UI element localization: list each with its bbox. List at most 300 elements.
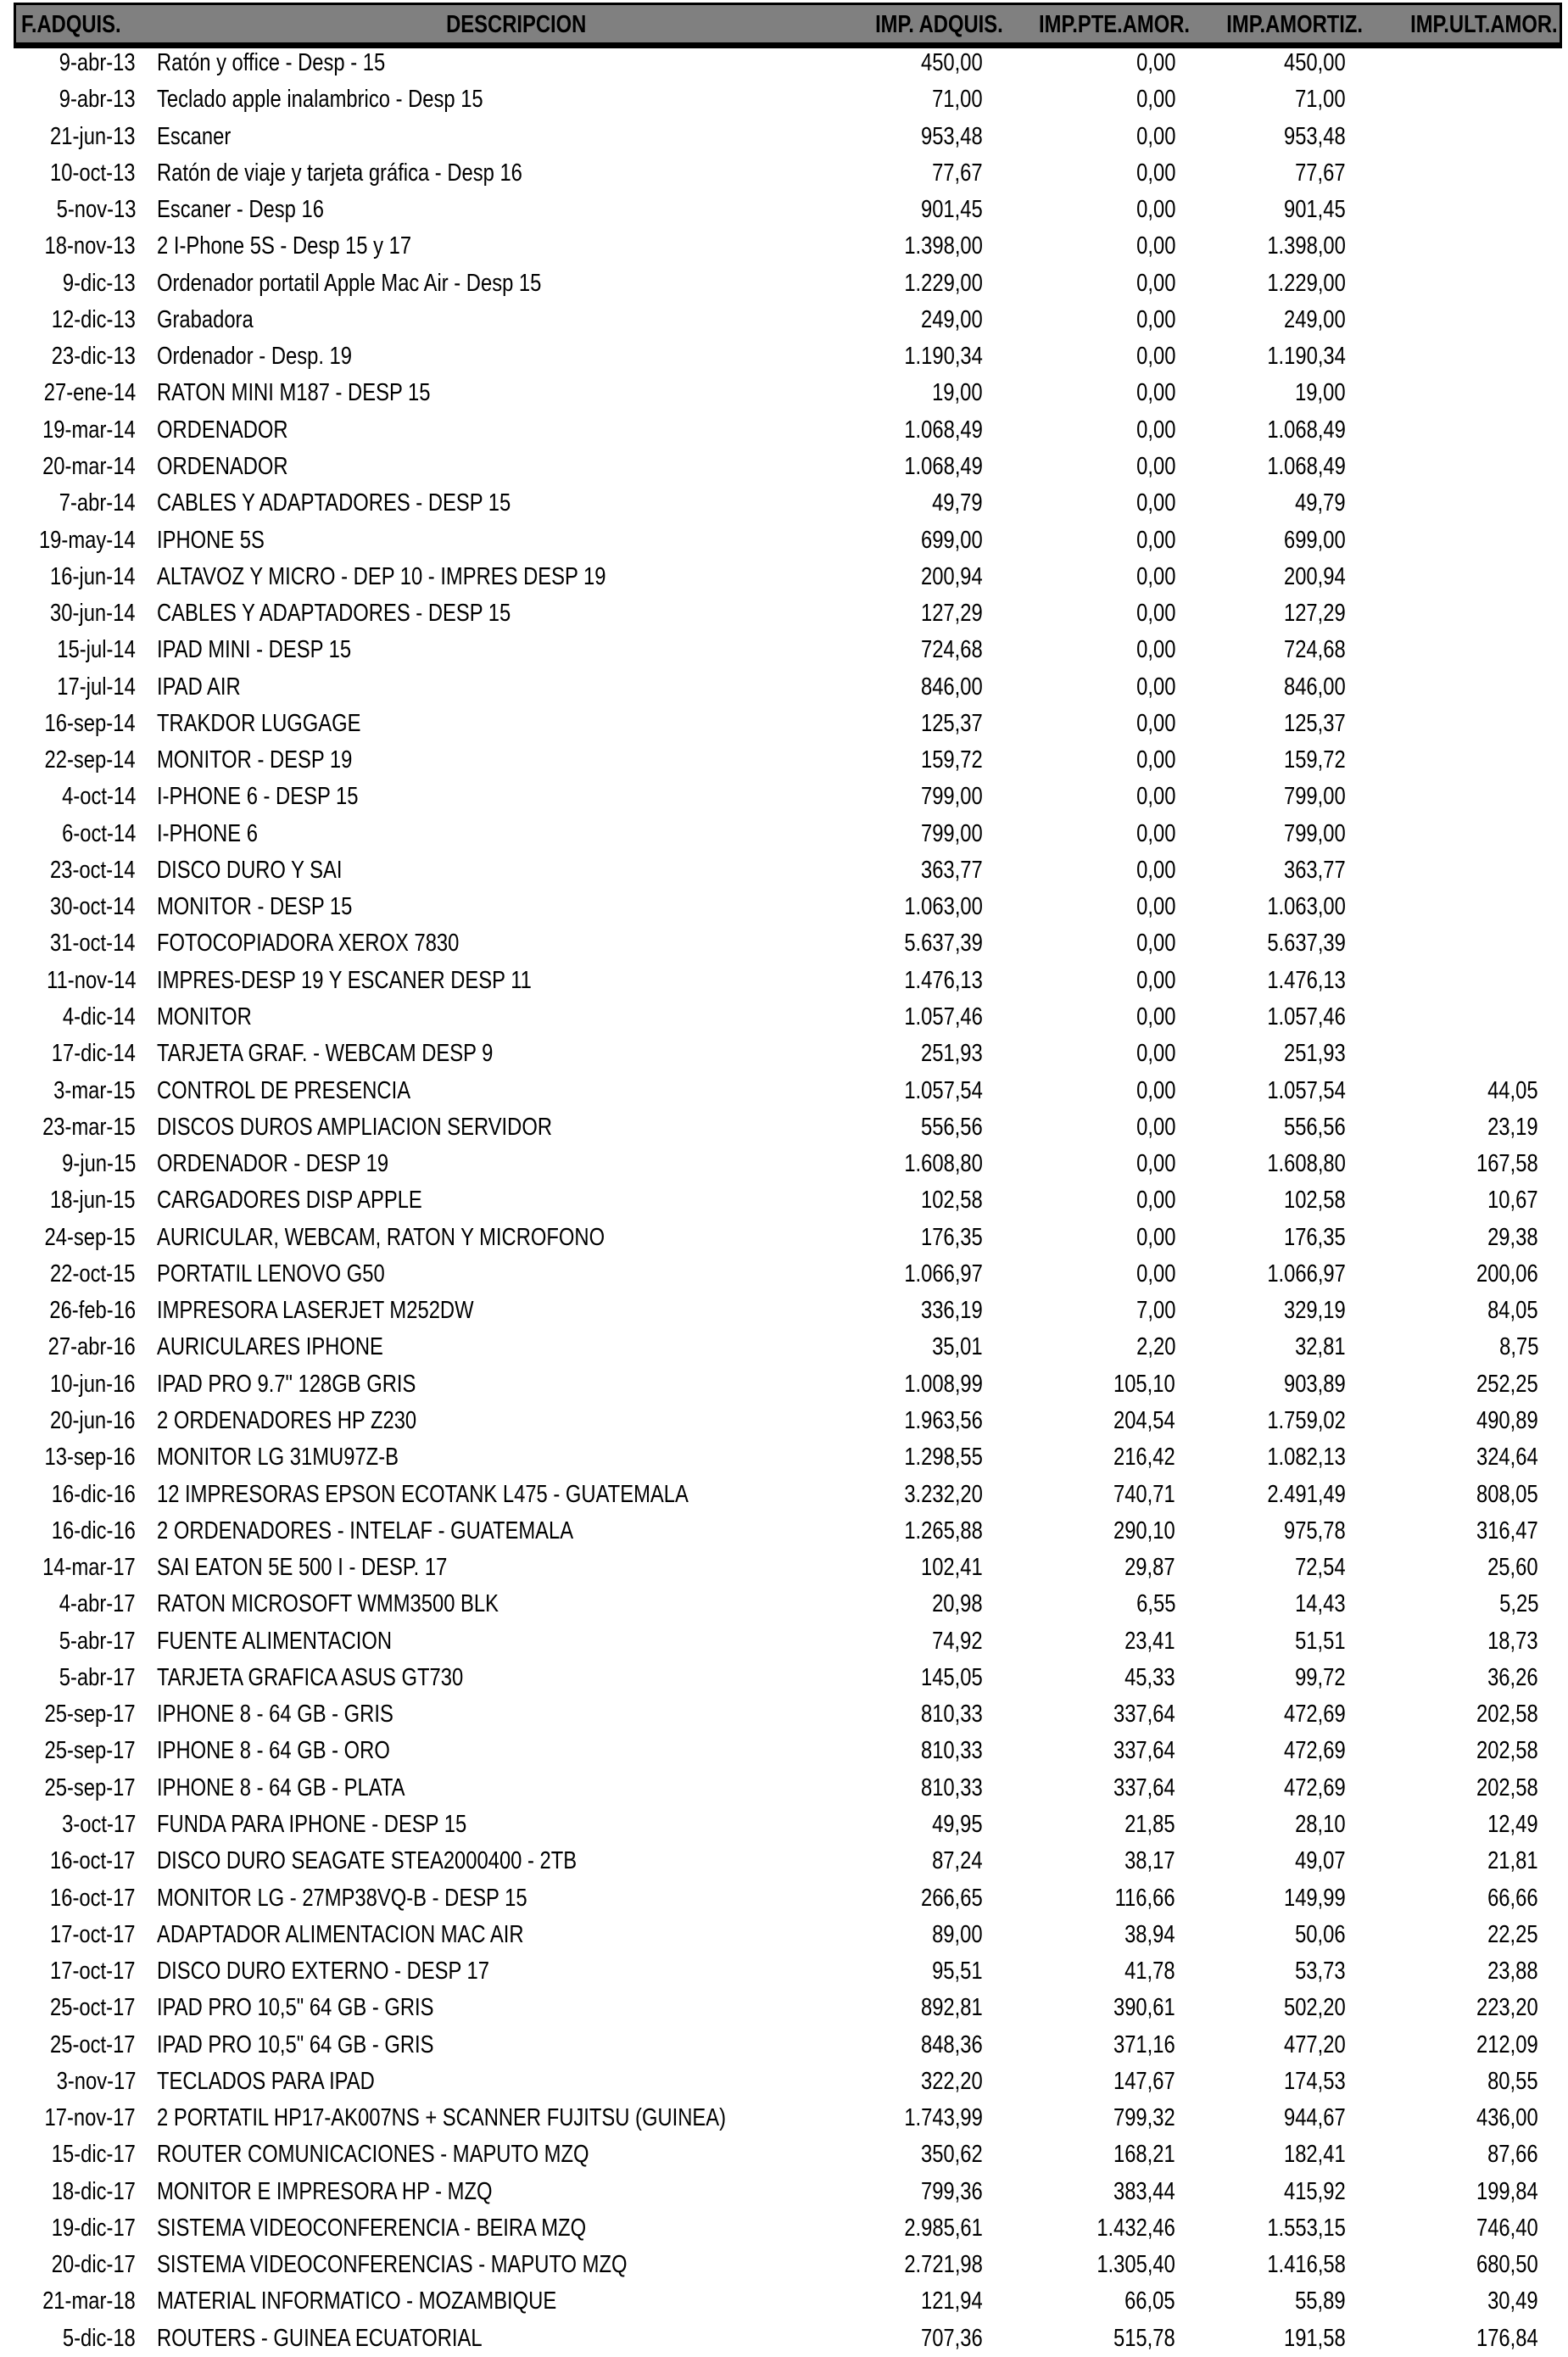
imp-ult-amor-cell-text: 23,19 [1487, 1113, 1538, 1141]
date-cell [31, 1917, 136, 1953]
imp-ult-amor-cell [1463, 1403, 1538, 1439]
imp-adquis-cell [887, 963, 983, 999]
date-cell-text: 18-nov-13 [44, 232, 136, 260]
imp-pte-amor-cell-text: 0,00 [1136, 562, 1175, 590]
description-cell [157, 595, 589, 632]
imp-pte-amor-cell [1100, 1990, 1175, 2026]
imp-pte-amor-cell-text: 1.305,40 [1096, 2251, 1175, 2279]
date-cell [31, 155, 136, 192]
imp-amortiz-cell [1270, 302, 1346, 338]
imp-amortiz-cell [1270, 779, 1346, 815]
imp-pte-amor-cell-text: 0,00 [1136, 86, 1175, 114]
imp-pte-amor-cell [1113, 2283, 1175, 2320]
imp-pte-amor-cell-text: 0,00 [1136, 1259, 1175, 1287]
date-cell [25, 1733, 136, 1769]
imp-pte-amor-cell-text: 0,00 [1136, 600, 1175, 628]
imp-pte-amor-cell [1100, 1513, 1175, 1550]
description-cell-text: TRAKDOR LUGGAGE [157, 709, 361, 737]
imp-amortiz-cell [1250, 2247, 1346, 2283]
imp-amortiz-cell [1270, 1696, 1346, 1733]
imp-pte-amor-cell-text: 0,00 [1136, 783, 1175, 811]
header-date-label: F.ADQUIS. [21, 11, 121, 38]
imp-pte-amor-cell-text: 0,00 [1136, 930, 1175, 958]
description-cell-text: ALTAVOZ Y MICRO - DEP 10 - IMPRES DESP 19 [157, 562, 606, 590]
imp-ult-amor-cell-text: 5,25 [1498, 1590, 1538, 1618]
date-cell [31, 1293, 136, 1329]
description-cell-text: DISCO DURO SEAGATE STEA2000400 - 2TB [157, 1847, 578, 1875]
imp-adquis-cell [907, 1182, 983, 1219]
date-cell [42, 45, 136, 81]
imp-pte-amor-cell [1100, 1696, 1175, 1733]
date-cell-text: 3-mar-15 [53, 1076, 136, 1104]
imp-pte-amor-cell-text: 0,00 [1136, 343, 1175, 371]
date-cell-text: 10-jun-16 [50, 1370, 136, 1398]
imp-adquis-cell [907, 1880, 983, 1917]
imp-ult-amor-cell-text: 324,64 [1476, 1444, 1538, 1472]
imp-pte-amor-cell [1100, 1770, 1175, 1807]
imp-pte-amor-cell [1128, 228, 1175, 265]
imp-pte-amor-cell [1128, 522, 1175, 559]
table-row [0, 1953, 1568, 1990]
date-cell [33, 338, 136, 375]
imp-amortiz-cell [1284, 1807, 1346, 1843]
imp-amortiz-cell-text: 49,07 [1295, 1847, 1346, 1875]
imp-adquis-cell-text: 1.066,97 [904, 1259, 983, 1287]
date-cell-text: 25-oct-17 [50, 2030, 136, 2058]
header-imp-pte-amor-label: IMP.PTE.AMOR. [1039, 11, 1190, 38]
imp-pte-amor-cell [1113, 1917, 1175, 1953]
imp-pte-amor-cell-text: 0,00 [1136, 489, 1175, 517]
imp-adquis-cell [907, 816, 983, 852]
table-row [0, 2136, 1568, 2173]
imp-amortiz-cell [1270, 1036, 1346, 1072]
date-cell-text: 27-ene-14 [43, 379, 136, 407]
imp-ult-amor-cell [1463, 1146, 1538, 1182]
imp-ult-amor-cell-text: 808,05 [1476, 1480, 1538, 1508]
imp-adquis-cell [907, 1660, 983, 1696]
date-cell-text: 17-oct-17 [50, 1920, 136, 1948]
imp-adquis-cell-text: 810,33 [921, 1773, 983, 1801]
imp-pte-amor-cell [1128, 1586, 1175, 1623]
date-cell [42, 1623, 136, 1660]
imp-amortiz-cell-text: 699,00 [1284, 526, 1346, 554]
date-cell-text: 25-sep-17 [44, 1737, 136, 1765]
table-row [0, 2100, 1568, 2136]
imp-pte-amor-cell [1128, 1256, 1175, 1293]
date-cell-text: 9-dic-13 [63, 269, 136, 297]
date-cell-text: 25-sep-17 [44, 1773, 136, 1801]
date-cell [25, 2100, 136, 2136]
imp-ult-amor-cell [1463, 2100, 1538, 2136]
imp-pte-amor-cell [1100, 2064, 1175, 2100]
imp-ult-amor-cell [1463, 2174, 1538, 2210]
imp-amortiz-cell-text: 191,58 [1284, 2324, 1346, 2352]
imp-amortiz-cell-text: 944,67 [1284, 2104, 1346, 2132]
imp-pte-amor-cell-text: 0,00 [1136, 819, 1175, 847]
description-cell [157, 302, 275, 338]
date-cell-text: 23-dic-13 [51, 343, 136, 371]
imp-amortiz-cell [1270, 852, 1346, 889]
imp-adquis-cell [907, 1220, 983, 1256]
imp-adquis-cell [907, 1733, 983, 1769]
imp-amortiz-cell [1270, 522, 1346, 559]
imp-amortiz-cell [1250, 1146, 1346, 1182]
table-row [0, 852, 1568, 889]
imp-ult-amor-cell [1476, 1293, 1538, 1329]
imp-ult-amor-cell-text: 252,25 [1476, 1370, 1538, 1398]
imp-ult-amor-cell-text: 199,84 [1476, 2177, 1538, 2205]
date-cell-text: 4-oct-14 [61, 783, 136, 811]
date-cell-text: 23-oct-14 [50, 856, 136, 884]
date-cell [33, 2136, 136, 2173]
date-cell-text: 5-nov-13 [56, 196, 136, 224]
date-cell [27, 963, 136, 999]
imp-amortiz-cell [1250, 449, 1346, 485]
imp-adquis-cell [887, 449, 983, 485]
imp-amortiz-cell [1270, 1293, 1346, 1329]
description-cell [157, 889, 395, 925]
imp-pte-amor-cell-text: 0,00 [1136, 856, 1175, 884]
description-cell-text: IPAD PRO 10,5" 64 GB - GRIS [157, 1994, 434, 2022]
date-cell [40, 632, 136, 668]
imp-ult-amor-cell-text: 44,05 [1487, 1076, 1538, 1104]
date-cell [25, 742, 136, 779]
imp-adquis-cell [907, 1293, 983, 1329]
imp-adquis-cell [887, 1073, 983, 1109]
table-row [0, 119, 1568, 155]
imp-amortiz-cell-text: 1.398,00 [1267, 232, 1346, 260]
imp-amortiz-cell [1270, 706, 1346, 742]
date-cell-text: 21-jun-13 [50, 122, 136, 150]
imp-adquis-cell [887, 1146, 983, 1182]
description-cell-text: MONITOR - DESP 19 [157, 746, 353, 774]
imp-pte-amor-cell-text: 0,00 [1136, 1040, 1175, 1068]
imp-amortiz-cell [1270, 192, 1346, 228]
imp-ult-amor-cell-text: 8,75 [1498, 1333, 1538, 1361]
description-cell [157, 2321, 554, 2357]
header-imp-amortiz [1197, 5, 1363, 42]
imp-amortiz-cell [1250, 889, 1346, 925]
date-cell-text: 10-oct-13 [50, 159, 136, 187]
imp-adquis-cell-text: 102,41 [921, 1554, 983, 1582]
imp-adquis-cell-text: 810,33 [921, 1701, 983, 1729]
date-cell [18, 522, 136, 559]
imp-pte-amor-cell [1128, 999, 1175, 1036]
imp-pte-amor-cell [1113, 1623, 1175, 1660]
imp-amortiz-cell-text: 1.068,49 [1267, 452, 1346, 480]
description-cell-text: ROUTERS - GUINEA ECUATORIAL [157, 2324, 483, 2352]
imp-adquis-cell [907, 1696, 983, 1733]
imp-amortiz-cell [1270, 1109, 1346, 1146]
table-row [0, 1220, 1568, 1256]
description-cell [157, 2247, 730, 2283]
date-cell-text: 5-dic-18 [63, 2324, 136, 2352]
imp-adquis-cell-text: 74,92 [932, 1627, 983, 1655]
imp-amortiz-cell [1250, 1403, 1346, 1439]
imp-adquis-cell-text: 350,62 [921, 2141, 983, 2169]
imp-pte-amor-cell-text: 0,00 [1136, 452, 1175, 480]
date-cell [31, 1880, 136, 1917]
description-cell-text: TECLADOS PARA IPAD [157, 2067, 375, 2095]
date-cell-text: 5-abr-17 [59, 1663, 136, 1691]
imp-adquis-cell-text: 19,00 [932, 379, 983, 407]
table-row [0, 2027, 1568, 2064]
imp-adquis-cell-text: 707,36 [921, 2324, 983, 2352]
imp-amortiz-cell-text: 846,00 [1284, 673, 1346, 701]
imp-ult-amor-cell-text: 200,06 [1476, 1259, 1538, 1287]
imp-amortiz-cell [1284, 81, 1346, 118]
description-cell [157, 852, 382, 889]
description-cell [157, 1843, 669, 1879]
imp-adquis-cell-text: 953,48 [921, 122, 983, 150]
imp-amortiz-cell-text: 1.057,46 [1267, 1003, 1346, 1031]
description-cell [157, 1513, 665, 1550]
imp-amortiz-cell-text: 99,72 [1295, 1663, 1346, 1691]
description-cell [157, 2136, 684, 2173]
description-cell-text: 2 ORDENADORES - INTELAF - GUATEMALA [157, 1516, 574, 1544]
imp-adquis-cell-text: 1.398,00 [904, 232, 983, 260]
description-cell [157, 1439, 452, 1476]
table-row [0, 2321, 1568, 2357]
description-cell-text: ADAPTADOR ALIMENTACION MAC AIR [157, 1920, 524, 1948]
imp-adquis-cell-text: 176,35 [921, 1223, 983, 1251]
imp-ult-amor-cell-text: 12,49 [1487, 1810, 1538, 1838]
table-row [0, 155, 1568, 192]
imp-adquis-cell-text: 1.063,00 [904, 893, 983, 921]
imp-adquis-cell [907, 779, 983, 815]
date-cell [31, 559, 136, 595]
imp-pte-amor-cell-text: 0,00 [1136, 526, 1175, 554]
table-row [0, 228, 1568, 265]
imp-pte-amor-cell-text: 740,71 [1113, 1480, 1175, 1508]
description-cell-text: RATON MINI M187 - DESP 15 [157, 379, 431, 407]
imp-adquis-cell-text: 1.057,46 [904, 1003, 983, 1031]
table-row [0, 522, 1568, 559]
table-row [0, 1256, 1568, 1293]
description-cell [157, 265, 626, 302]
date-cell-text: 20-jun-16 [50, 1406, 136, 1434]
date-cell [33, 2174, 136, 2210]
table-row [0, 45, 1568, 81]
imp-ult-amor-cell [1463, 1366, 1538, 1403]
date-cell-text: 30-jun-14 [50, 600, 136, 628]
header-imp-ult-amor-label: IMP.ULT.AMOR. [1410, 11, 1558, 38]
date-cell-text: 14-mar-17 [42, 1554, 136, 1582]
imp-pte-amor-cell-text: 1.432,46 [1096, 2214, 1175, 2242]
table-row [0, 485, 1568, 522]
table-row [0, 1329, 1568, 1366]
table-row [0, 1917, 1568, 1953]
description-cell-text: IPHONE 8 - 64 GB - ORO [157, 1737, 390, 1765]
description-cell [157, 2100, 851, 2136]
imp-adquis-cell [887, 2247, 983, 2283]
table-row [0, 1696, 1568, 1733]
imp-amortiz-cell-text: 1.476,13 [1267, 966, 1346, 994]
table-row [0, 963, 1568, 999]
date-cell [22, 449, 136, 485]
imp-amortiz-cell [1284, 485, 1346, 522]
imp-adquis-cell [921, 375, 983, 411]
description-cell-text: IPAD AIR [157, 673, 241, 701]
imp-amortiz-cell-text: 901,45 [1284, 196, 1346, 224]
description-cell [157, 1990, 494, 2026]
imp-amortiz-cell [1284, 1953, 1346, 1990]
date-cell [25, 706, 136, 742]
imp-adquis-cell [887, 925, 983, 962]
table-row [0, 1733, 1568, 1769]
header-description-label: DESCRIPCION [446, 11, 587, 38]
date-cell-text: 9-abr-13 [59, 49, 136, 76]
date-cell [33, 1477, 136, 1513]
imp-amortiz-cell-text: 1.190,34 [1267, 343, 1346, 371]
imp-adquis-cell [887, 265, 983, 302]
description-cell-text: FOTOCOPIADORA XEROX 7830 [157, 930, 460, 958]
imp-adquis-cell [887, 2100, 983, 2136]
date-cell-text: 11-nov-14 [46, 966, 136, 994]
table-row [0, 1182, 1568, 1219]
imp-pte-amor-cell-text: 216,42 [1113, 1444, 1175, 1472]
date-cell [42, 1660, 136, 1696]
date-cell [42, 81, 136, 118]
date-cell [31, 1182, 136, 1219]
imp-adquis-cell-text: 1.265,88 [904, 1516, 983, 1544]
imp-adquis-cell [921, 1917, 983, 1953]
imp-pte-amor-cell-text: 0,00 [1136, 746, 1175, 774]
imp-adquis-cell [921, 155, 983, 192]
imp-pte-amor-cell [1128, 963, 1175, 999]
description-cell [157, 192, 360, 228]
description-cell-text: IPHONE 5S [157, 526, 265, 554]
date-cell [25, 1696, 136, 1733]
imp-pte-amor-cell-text: 105,10 [1113, 1370, 1175, 1398]
imp-adquis-cell [921, 1329, 983, 1366]
imp-amortiz-cell [1250, 412, 1346, 449]
description-cell-text: Grabadora [157, 305, 254, 333]
imp-amortiz-cell-text: 1.759,02 [1267, 1406, 1346, 1434]
imp-pte-amor-cell [1080, 2247, 1175, 2283]
description-cell [157, 449, 317, 485]
imp-adquis-cell-text: 125,37 [921, 709, 983, 737]
date-cell [22, 2283, 136, 2320]
imp-adquis-cell-text: 450,00 [921, 49, 983, 76]
description-cell [157, 119, 247, 155]
imp-adquis-cell-text: 1.298,55 [904, 1444, 983, 1472]
table-row [0, 1513, 1568, 1550]
date-cell-text: 4-dic-14 [63, 1003, 136, 1031]
description-cell-text: MONITOR [157, 1003, 252, 1031]
table-row [0, 1623, 1568, 1660]
imp-amortiz-cell-text: 1.229,00 [1267, 269, 1346, 297]
imp-pte-amor-cell-text: 116,66 [1115, 1884, 1175, 1912]
imp-adquis-cell-text: 71,00 [932, 86, 983, 114]
description-cell-text: MONITOR LG 31MU97Z-B [157, 1444, 399, 1472]
description-cell [157, 669, 259, 706]
table-row [0, 1403, 1568, 1439]
imp-amortiz-cell [1250, 265, 1346, 302]
imp-adquis-cell [907, 2136, 983, 2173]
date-cell [22, 1109, 136, 1146]
date-cell-text: 12-dic-13 [51, 305, 136, 333]
imp-amortiz-cell [1270, 1880, 1346, 1917]
imp-adquis-cell [921, 1623, 983, 1660]
imp-amortiz-cell-text: 953,48 [1284, 122, 1346, 150]
date-cell [42, 1586, 136, 1623]
imp-pte-amor-cell [1128, 1109, 1175, 1146]
imp-amortiz-cell-text: 477,20 [1284, 2030, 1346, 2058]
imp-pte-amor-cell-text: 41,78 [1124, 1958, 1175, 1986]
imp-pte-amor-cell-text: 290,10 [1113, 1516, 1175, 1544]
description-cell-text: 2 PORTATIL HP17-AK007NS + SCANNER FUJITSU (GUINEA) [157, 2104, 727, 2132]
imp-pte-amor-cell [1113, 1807, 1175, 1843]
description-cell [157, 632, 393, 668]
date-cell-text: 16-dic-16 [51, 1516, 136, 1544]
imp-ult-amor-cell-text: 25,60 [1487, 1554, 1538, 1582]
date-cell-text: 6-oct-14 [61, 819, 136, 847]
imp-amortiz-cell-text: 251,93 [1284, 1040, 1346, 1068]
date-cell [33, 302, 136, 338]
imp-amortiz-cell [1250, 1439, 1346, 1476]
imp-adquis-cell [907, 1550, 983, 1586]
imp-amortiz-cell-text: 174,53 [1284, 2067, 1346, 2095]
imp-adquis-cell-text: 249,00 [921, 305, 983, 333]
imp-ult-amor-cell [1463, 1477, 1538, 1513]
imp-ult-amor-cell-text: 10,67 [1487, 1187, 1538, 1215]
imp-amortiz-cell [1270, 2174, 1346, 2210]
date-cell [31, 2027, 136, 2064]
imp-amortiz-cell-text: 1.057,54 [1267, 1076, 1346, 1104]
date-cell-text: 21-mar-18 [42, 2287, 136, 2315]
imp-ult-amor-cell-text: 30,49 [1487, 2287, 1538, 2315]
imp-amortiz-cell-text: 1.066,97 [1267, 1259, 1346, 1287]
imp-amortiz-cell [1270, 669, 1346, 706]
imp-adquis-cell-text: 848,36 [921, 2030, 983, 2058]
description-cell-text: FUENTE ALIMENTACION [157, 1627, 393, 1655]
imp-adquis-cell-text: 1.190,34 [904, 343, 983, 371]
imp-pte-amor-cell-text: 0,00 [1136, 636, 1175, 664]
description-cell-text: CARGADORES DISP APPLE [157, 1187, 422, 1215]
date-cell [25, 228, 136, 265]
description-cell-text: MONITOR - DESP 15 [157, 893, 353, 921]
date-cell [46, 816, 136, 852]
date-cell [31, 595, 136, 632]
imp-amortiz-cell-text: 799,00 [1284, 819, 1346, 847]
date-cell [33, 2247, 136, 2283]
imp-pte-amor-cell-text: 0,00 [1136, 379, 1175, 407]
imp-amortiz-cell-text: 415,92 [1284, 2177, 1346, 2205]
imp-pte-amor-cell [1080, 2210, 1175, 2247]
table-row [0, 1109, 1568, 1146]
date-cell-text: 3-nov-17 [56, 2067, 136, 2095]
description-cell [157, 1109, 639, 1146]
date-cell [31, 1953, 136, 1990]
description-cell-text: ROUTER COMUNICACIONES - MAPUTO MZQ [157, 2141, 589, 2169]
imp-pte-amor-cell-text: 337,64 [1113, 1773, 1175, 1801]
header-imp-adquis-label: IMP. ADQUIS. [875, 11, 1003, 38]
imp-adquis-cell [907, 1036, 983, 1072]
imp-adquis-cell [907, 706, 983, 742]
imp-amortiz-cell-text: 472,69 [1284, 1773, 1346, 1801]
description-cell-text: Ratón y office - Desp - 15 [157, 49, 386, 76]
date-cell-text: 17-nov-17 [44, 2104, 136, 2132]
date-cell-text: 24-sep-15 [44, 1223, 136, 1251]
table-row [0, 412, 1568, 449]
imp-ult-amor-cell-text: 80,55 [1487, 2067, 1538, 2095]
imp-pte-amor-cell-text: 0,00 [1136, 709, 1175, 737]
table-row [0, 1770, 1568, 1807]
imp-pte-amor-cell [1128, 779, 1175, 815]
imp-pte-amor-cell-text: 337,64 [1113, 1737, 1175, 1765]
imp-adquis-cell-text: 3.232,20 [904, 1480, 983, 1508]
